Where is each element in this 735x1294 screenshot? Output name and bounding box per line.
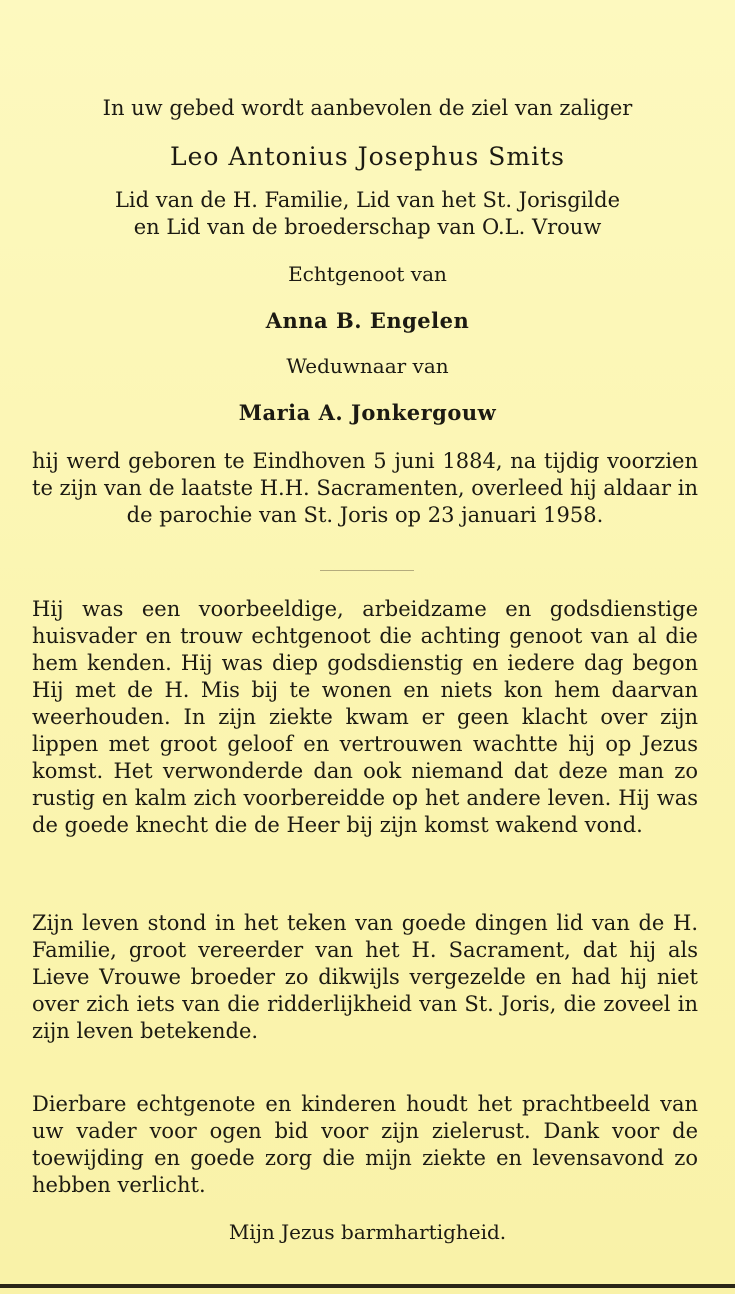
spouse-name: Anna B. Engelen bbox=[265, 308, 470, 333]
section-divider bbox=[320, 570, 414, 571]
closing-prayer: Mijn Jezus barmhartigheid. bbox=[228, 1220, 507, 1244]
memberships-line-1: Lid van de H. Familie, Lid van het St. Jorisgilde bbox=[114, 188, 621, 212]
tribute-paragraph-1: Hij was een voorbeeldige, arbeidzame en godsdienstige huisvader en trouw echtgenoot die achting genoot van al die hem kenden. Hij was diep godsdienstig en iedere dag begon Hij met de H. Mis bij te wonen en niets kon hem daarvan weerhouden. In zijn ziekte kwam er geen klacht over zijn lippen met groot geloof en vertrouwen wachtte hij op Jezus komst. Het verwonderde dan ook niemand dat deze man zo rustig en kalm zich voorbereidde op het andere leven. Hij was de goede knecht die de Heer bij zijn komst wakend vond. bbox=[32, 597, 698, 837]
biography-text: hij werd geboren te Eindhoven 5 juni 1884, na tijdig voorzien te zijn van de laatste H.H. Sacramenten, overleed hij aldaar in de parochie van St. Joris op 23 januari 1958. bbox=[32, 449, 698, 527]
tribute-paragraph-3: Dierbare echtgenote en kinderen houdt het prachtbeeld van uw vader voor ogen bid voor zijn zielerust. Dank voor de toewijding en goede zorg die mijn ziekte en levensavond zo hebben verlicht. bbox=[32, 1092, 698, 1197]
intro-line: In uw gebed wordt aanbevolen de ziel van zaliger bbox=[102, 96, 633, 120]
bottom-border bbox=[0, 1284, 735, 1288]
late-wife-name: Maria A. Jonkergouw bbox=[238, 400, 497, 425]
deceased-name: Leo Antonius Josephus Smits bbox=[169, 142, 565, 171]
spouse-label: Echtgenoot van bbox=[288, 262, 447, 286]
tribute-paragraph-2: Zijn leven stond in het teken van goede dingen lid van de H. Familie, groot vereerder van het H. Sacrament, dat hij als Lieve Vrouwe broeder zo dikwijls vergezelde en had hij niet over zich iets van die ridderlijkheid van St. Joris, die zoveel in zijn leven betekende. bbox=[32, 911, 698, 1043]
widower-label: Weduwnaar van bbox=[286, 354, 449, 378]
memberships-line-2: en Lid van de broederschap van O.L. Vrouw bbox=[133, 215, 602, 239]
